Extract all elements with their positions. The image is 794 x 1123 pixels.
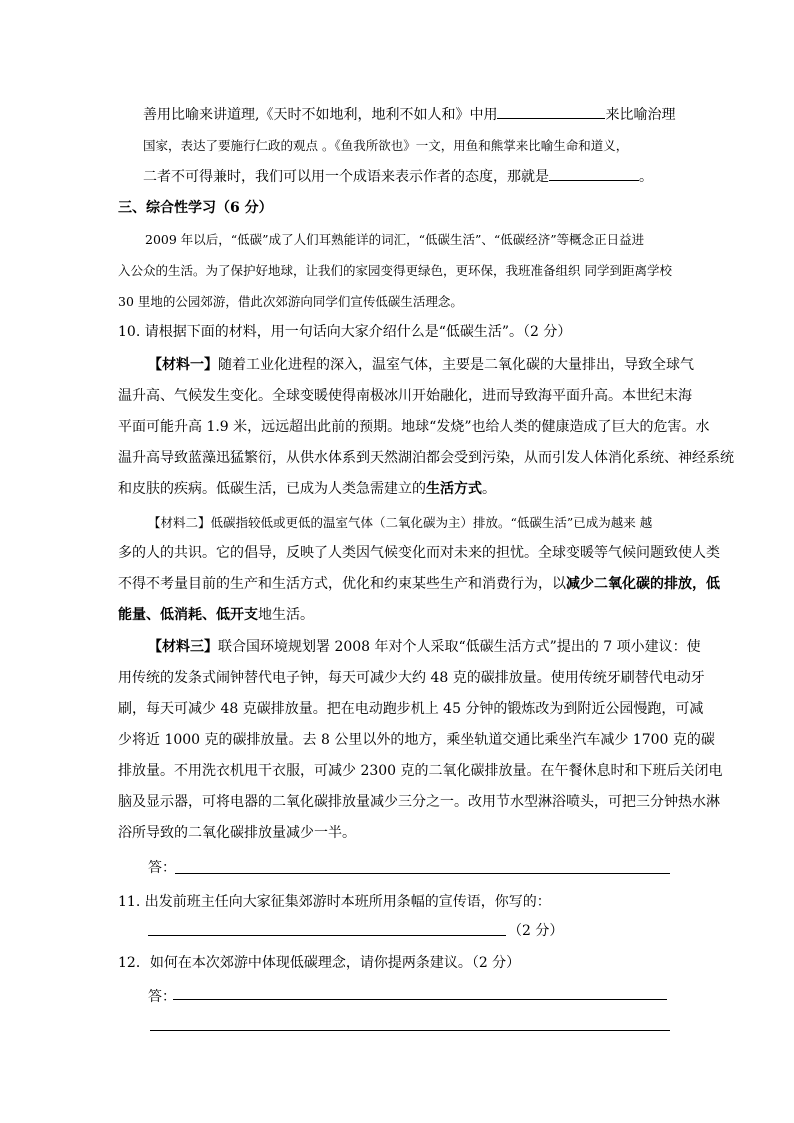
- text: 。: [639, 169, 653, 185]
- text: 和皮肤的疾病。低碳生活，已成为人类急需建立的: [118, 481, 426, 497]
- bold-text: 生活方式: [426, 481, 482, 497]
- text-line: 排放量。不用洗衣机甩干衣服，可减少 2300 克的二氧化碳排放量。在午餐休息时和下班后关闭电: [118, 763, 723, 779]
- text: 善用比喻来讲道理,《天时不如地利，地利不如人和》中用: [143, 107, 498, 123]
- text-line: 30 里地的公园郊游，借此次郊游向同学们宣传低碳生活理念。: [118, 294, 463, 309]
- answer-line[interactable]: [173, 999, 667, 1000]
- question-12-stem: 12．如何在本次郊游中体现低碳理念，请你提两条建议。（2 分）: [118, 955, 521, 971]
- section-heading: 三、综合性学习（6 分）: [118, 200, 273, 216]
- text-line: 温升高导致蓝藻迅猛繁衍，从供水体系到天然湖泊都会受到污染，从而引发人体消化系统、神经系统: [118, 450, 734, 466]
- text-line: 多的人的共识。它的倡导，反映了人类因气候变化而对未来的担忧。全球变暖等气候问题致使人类: [118, 545, 720, 561]
- text-line: 2009 年以后，“低碳”成了人们耳熟能详的词汇，“低碳生活”、“低碳经济”等概念正日益进: [145, 232, 645, 247]
- question-10-stem: 10. 请根据下面的材料，用一句话向大家介绍什么是“低碳生活”。（2 分）: [118, 324, 572, 340]
- text-line: 入公众的生活。为了保护好地球，让我们的家园变得更绿色，更环保，我班准备组织 同学到距离学校: [118, 263, 672, 278]
- material-3-line: [148, 637, 701, 657]
- text-line: [118, 574, 720, 594]
- text-line: 浴所导致的二氧化碳排放量减少一半。: [118, 825, 356, 841]
- answer-line[interactable]: [175, 873, 670, 874]
- material-2-line: 【材料二】低碳指较低或更低的温室气体（二氧化碳为主）排放。“低碳生活”已成为越来 越: [148, 515, 653, 530]
- question-11-stem: 11. 出发前班主任向大家征集郊游时本班所用条幅的宣传语，你写的：: [118, 894, 551, 910]
- bold-text: 能量、低消耗、低开支: [118, 607, 258, 623]
- text-line: 少将近 1000 克的碳排放量。去 8 公里以外的地方，乘坐轨道交通比乘坐汽车减少 1700 克的碳: [118, 732, 715, 748]
- text-line: [143, 104, 675, 125]
- text-line: [118, 479, 496, 499]
- text-line: 脑及显示器，可将电器的二氧化碳排放量减少三分之一。改用节水型淋浴喷头，可把三分钟热水淋: [118, 794, 720, 810]
- text: 来比喻治理: [605, 107, 676, 123]
- answer-label: 答：: [148, 860, 176, 876]
- text-line: 国家，表达了要施行仁政的观点 。《鱼我所欲也》一文，用鱼和熊掌来比喻生命和道义，: [143, 138, 629, 153]
- answer-line[interactable]: [148, 935, 506, 936]
- score: （2 分）: [508, 923, 564, 939]
- text-line: 平面可能升高 1.9 米，远远超出此前的预期。地球“发烧”也给人类的健康造成了巨大的危害。水: [118, 419, 710, 435]
- material-1-line: [148, 355, 694, 375]
- text-line: [143, 166, 653, 187]
- material-1-label: 【材料一】: [148, 357, 218, 373]
- text: 二者不可得兼时，我们可以用一个成语来表示作者的态度，那就是: [143, 169, 549, 185]
- fill-blank[interactable]: [497, 104, 605, 119]
- text-line: 刷，每天可减少 48 克碳排放量。把在电动跑步机上 45 分钟的锻炼改为到附近公园慢跑，可减: [118, 701, 704, 717]
- text: 随着工业化进程的深入，温室气体，主要是二氧化碳的大量排出，导致全球气: [218, 357, 694, 373]
- answer-label: 答：: [148, 989, 176, 1005]
- answer-line[interactable]: [150, 1030, 670, 1031]
- text-line: 温升高、气候发生变化。全球变暖使得南极冰川开始融化，进而导致海平面升高。本世纪末海: [118, 388, 692, 404]
- text: 。: [482, 481, 496, 497]
- fill-blank[interactable]: [549, 166, 639, 181]
- bold-text: 减少二氧化碳的排放，低: [566, 576, 720, 592]
- text: 地生活。: [258, 607, 314, 623]
- text-line: [118, 605, 314, 625]
- material-3-label: 【材料三】: [148, 639, 218, 655]
- text: 不得不考量目前的生产和生活方式，优化和约束某些生产和消费行为，以: [118, 576, 566, 592]
- text: 联合国环境规划署 2008 年对个人采取“低碳生活方式”提出的 7 项小建议：使: [218, 639, 701, 655]
- text-line: 用传统的发条式闹钟替代电子钟，每天可减少大约 48 克的碳排放量。使用传统牙刷替代电动牙: [118, 670, 705, 686]
